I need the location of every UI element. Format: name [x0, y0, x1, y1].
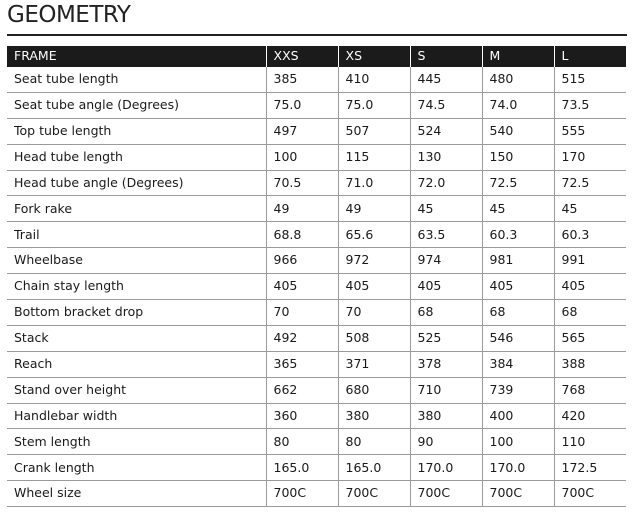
row-label: Handlebar width [7, 403, 266, 429]
table-cell: 45 [410, 196, 482, 222]
row-label: Reach [7, 351, 266, 377]
table-cell: 75.0 [338, 92, 410, 118]
table-cell: 420 [554, 403, 626, 429]
table-cell: 72.5 [482, 170, 554, 196]
table-cell: 68 [410, 300, 482, 326]
table-cell: 380 [338, 403, 410, 429]
table-cell: 100 [266, 144, 338, 170]
table-cell: 700C [338, 481, 410, 507]
table-cell: 380 [410, 403, 482, 429]
table-cell: 150 [482, 144, 554, 170]
table-cell: 170.0 [410, 455, 482, 481]
row-label: Seat tube angle (Degrees) [7, 92, 266, 118]
table-row [7, 325, 626, 351]
row-label: Stand over height [7, 377, 266, 403]
table-cell: 768 [554, 377, 626, 403]
table-cell: 70 [338, 300, 410, 326]
table-cell: 90 [410, 429, 482, 455]
table-cell: 405 [266, 274, 338, 300]
table-cell: 515 [554, 67, 626, 92]
table-cell: 662 [266, 377, 338, 403]
table-cell: 445 [410, 67, 482, 92]
table-cell: 700C [554, 481, 626, 507]
table-row [7, 377, 626, 403]
column-header-size: XS [338, 46, 410, 67]
table-cell: 710 [410, 377, 482, 403]
table-row [7, 248, 626, 274]
table-cell: 170 [554, 144, 626, 170]
table-cell: 68 [482, 300, 554, 326]
column-header-size: M [482, 46, 554, 67]
table-cell: 68.8 [266, 222, 338, 248]
table-cell: 991 [554, 248, 626, 274]
row-label: Head tube length [7, 144, 266, 170]
column-header-size: S [410, 46, 482, 67]
table-cell: 524 [410, 118, 482, 144]
table-row [7, 170, 626, 196]
table-row [7, 481, 626, 507]
table-row [7, 144, 626, 170]
table-cell: 165.0 [338, 455, 410, 481]
table-cell: 700C [266, 481, 338, 507]
table-cell: 60.3 [554, 222, 626, 248]
table-cell: 65.6 [338, 222, 410, 248]
row-label: Crank length [7, 455, 266, 481]
table-row [7, 351, 626, 377]
table-row [7, 92, 626, 118]
row-label: Trail [7, 222, 266, 248]
table-cell: 49 [266, 196, 338, 222]
page-title: GEOMETRY [7, 2, 131, 28]
table-row [7, 274, 626, 300]
table-header-row [7, 46, 626, 67]
table-cell: 70.5 [266, 170, 338, 196]
row-label: Stem length [7, 429, 266, 455]
row-label: Fork rake [7, 196, 266, 222]
table-cell: 405 [482, 274, 554, 300]
table-cell: 966 [266, 248, 338, 274]
table-cell: 45 [554, 196, 626, 222]
table-cell: 71.0 [338, 170, 410, 196]
table-cell: 80 [338, 429, 410, 455]
table-cell: 49 [338, 196, 410, 222]
table-cell: 700C [482, 481, 554, 507]
table-cell: 480 [482, 67, 554, 92]
table-cell: 75.0 [266, 92, 338, 118]
column-header-frame: FRAME [7, 46, 266, 67]
table-cell: 525 [410, 325, 482, 351]
table-row [7, 196, 626, 222]
table-row [7, 403, 626, 429]
table-cell: 371 [338, 351, 410, 377]
table-cell: 130 [410, 144, 482, 170]
table-cell: 410 [338, 67, 410, 92]
table-cell: 45 [482, 196, 554, 222]
table-cell: 72.5 [554, 170, 626, 196]
table-cell: 680 [338, 377, 410, 403]
table-cell: 165.0 [266, 455, 338, 481]
row-label: Bottom bracket drop [7, 300, 266, 326]
row-label: Wheel size [7, 481, 266, 507]
table-cell: 555 [554, 118, 626, 144]
table-cell: 80 [266, 429, 338, 455]
table-cell: 60.3 [482, 222, 554, 248]
table-cell: 72.0 [410, 170, 482, 196]
table-cell: 540 [482, 118, 554, 144]
table-cell: 388 [554, 351, 626, 377]
table-cell: 981 [482, 248, 554, 274]
geometry-table [7, 46, 626, 507]
table-cell: 405 [338, 274, 410, 300]
column-header-size: L [554, 46, 626, 67]
table-cell: 405 [410, 274, 482, 300]
table-cell: 172.5 [554, 455, 626, 481]
table-cell: 400 [482, 403, 554, 429]
table-cell: 115 [338, 144, 410, 170]
table-cell: 405 [554, 274, 626, 300]
table-cell: 70 [266, 300, 338, 326]
table-body [7, 67, 626, 507]
table-cell: 507 [338, 118, 410, 144]
table-cell: 508 [338, 325, 410, 351]
table-row [7, 455, 626, 481]
table-row [7, 222, 626, 248]
table-cell: 68 [554, 300, 626, 326]
table-cell: 110 [554, 429, 626, 455]
table-cell: 384 [482, 351, 554, 377]
row-label: Top tube length [7, 118, 266, 144]
table-cell: 385 [266, 67, 338, 92]
row-label: Stack [7, 325, 266, 351]
table-cell: 972 [338, 248, 410, 274]
row-label: Head tube angle (Degrees) [7, 170, 266, 196]
table-cell: 170.0 [482, 455, 554, 481]
table-cell: 565 [554, 325, 626, 351]
row-label: Chain stay length [7, 274, 266, 300]
table-cell: 100 [482, 429, 554, 455]
table-cell: 378 [410, 351, 482, 377]
table-cell: 74.5 [410, 92, 482, 118]
title-divider [7, 34, 627, 36]
table-cell: 365 [266, 351, 338, 377]
table-row [7, 300, 626, 326]
table-cell: 63.5 [410, 222, 482, 248]
table-cell: 360 [266, 403, 338, 429]
row-label: Seat tube length [7, 67, 266, 92]
table-row [7, 118, 626, 144]
table-cell: 73.5 [554, 92, 626, 118]
table-row [7, 67, 626, 92]
table-cell: 492 [266, 325, 338, 351]
table-cell: 74.0 [482, 92, 554, 118]
table-cell: 974 [410, 248, 482, 274]
row-label: Wheelbase [7, 248, 266, 274]
table-cell: 739 [482, 377, 554, 403]
table-cell: 497 [266, 118, 338, 144]
table-cell: 700C [410, 481, 482, 507]
column-header-size: XXS [266, 46, 338, 67]
table-cell: 546 [482, 325, 554, 351]
table-row [7, 429, 626, 455]
